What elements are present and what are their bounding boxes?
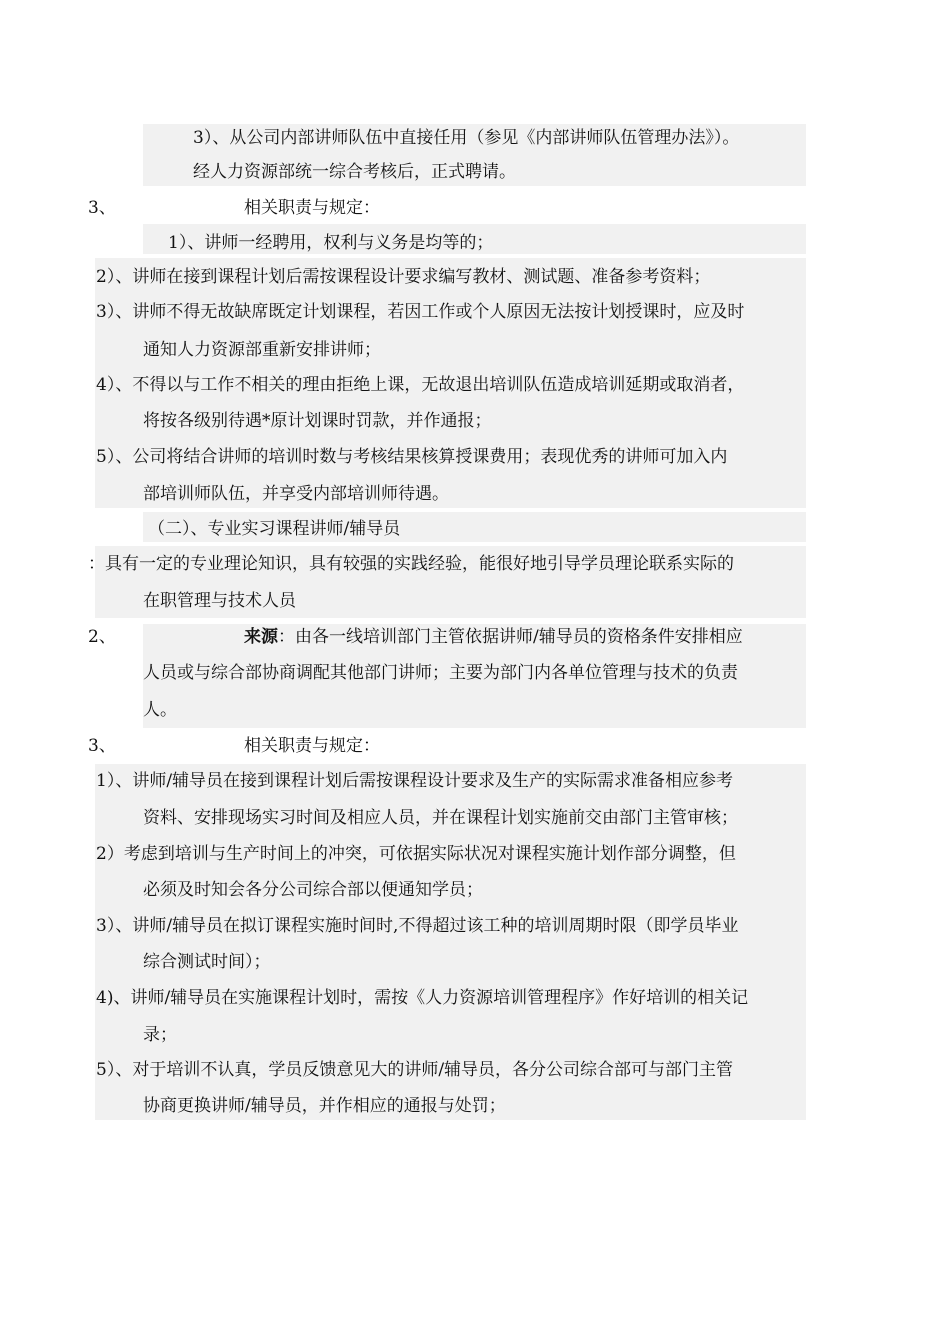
list-item: 5）、对于培训不认真，学员反馈意见大的讲师/辅导员，各分公司综合部可与部门主管 [96, 1060, 734, 1080]
list-item: 1）、讲师一经聘用，权利与义务是均等的； [168, 233, 494, 253]
list-item: 5）、公司将结合讲师的培训时数与考核结果核算授课费用；表现优秀的讲师可加入内 [96, 447, 728, 467]
paragraph-line: ：具有一定的专业理论知识，具有较强的实践经验，能很好地引导学员理论联系实际的 [88, 554, 734, 574]
list-item: 2）、讲师在接到课程计划后需按课程设计要求编写教材、测试题、准备参考资料； [96, 267, 711, 287]
section-number: 3、 [88, 736, 116, 756]
list-item-continued: 协商更换讲师/辅导员，并作相应的通报与处罚； [143, 1096, 506, 1116]
section-heading: 相关职责与规定： [244, 198, 380, 218]
list-item: 3）、讲师不得无故缺席既定计划课程，若因工作或个人原因无法按计划授课时，应及时 [96, 302, 745, 322]
list-item-continued: 必须及时知会各分公司综合部以便通知学员； [143, 880, 483, 900]
subsection-title: （二）、专业实习课程讲师/辅导员 [148, 519, 401, 539]
list-item-continued: 综合测试时间）； [143, 952, 271, 972]
paragraph-line: 3）、从公司内部讲师队伍中直接任用（参见《内部讲师队伍管理办法》）。 [193, 128, 740, 148]
list-item: 1）、讲师/辅导员在接到课程计划后需按课程设计要求及生产的实际需求准备相应参考 [96, 771, 734, 791]
section-number: 2、 [88, 627, 116, 647]
paragraph-line [244, 623, 743, 651]
source-label: 来源 [244, 627, 278, 647]
paragraph-line: 人员或与综合部协商调配其他部门讲师；主要为部门内各单位管理与技术的负责 [143, 663, 738, 683]
list-item: 3）、讲师/辅导员在拟订课程实施时间时,不得超过该工种的培训周期时限（即学员毕业 [96, 916, 739, 936]
list-item: 2）考虑到培训与生产时间上的冲突，可依据实际状况对课程实施计划作部分调整，但 [96, 844, 736, 864]
source-text: ：由各一线培训部门主管依据讲师/辅导员的资格条件安排相应 [278, 627, 743, 647]
list-item-continued: 录； [143, 1025, 177, 1045]
paragraph-line: 在职管理与技术人员 [143, 591, 296, 611]
list-item: 4）、不得以与工作不相关的理由拒绝上课，无故退出培训队伍造成培训延期或取消者， [96, 375, 745, 395]
list-item-continued: 部培训师队伍，并享受内部培训师待遇。 [143, 484, 449, 504]
paragraph-line: 经人力资源部统一综合考核后，正式聘请。 [193, 162, 516, 182]
section-heading: 相关职责与规定： [244, 736, 380, 756]
list-item-continued: 通知人力资源部重新安排讲师； [143, 340, 381, 360]
paragraph-line: 人。 [143, 700, 177, 720]
list-item-continued: 将按各级别待遇*原计划课时罚款，并作通报； [143, 411, 492, 431]
section-number: 3、 [88, 198, 116, 218]
list-item: 4)、讲师/辅导员在实施课程计划时，需按《人力资源培训管理程序》作好培训的相关记 [96, 988, 749, 1008]
list-item-continued: 资料、安排现场实习时间及相应人员，并在课程计划实施前交由部门主管审核； [143, 808, 738, 828]
